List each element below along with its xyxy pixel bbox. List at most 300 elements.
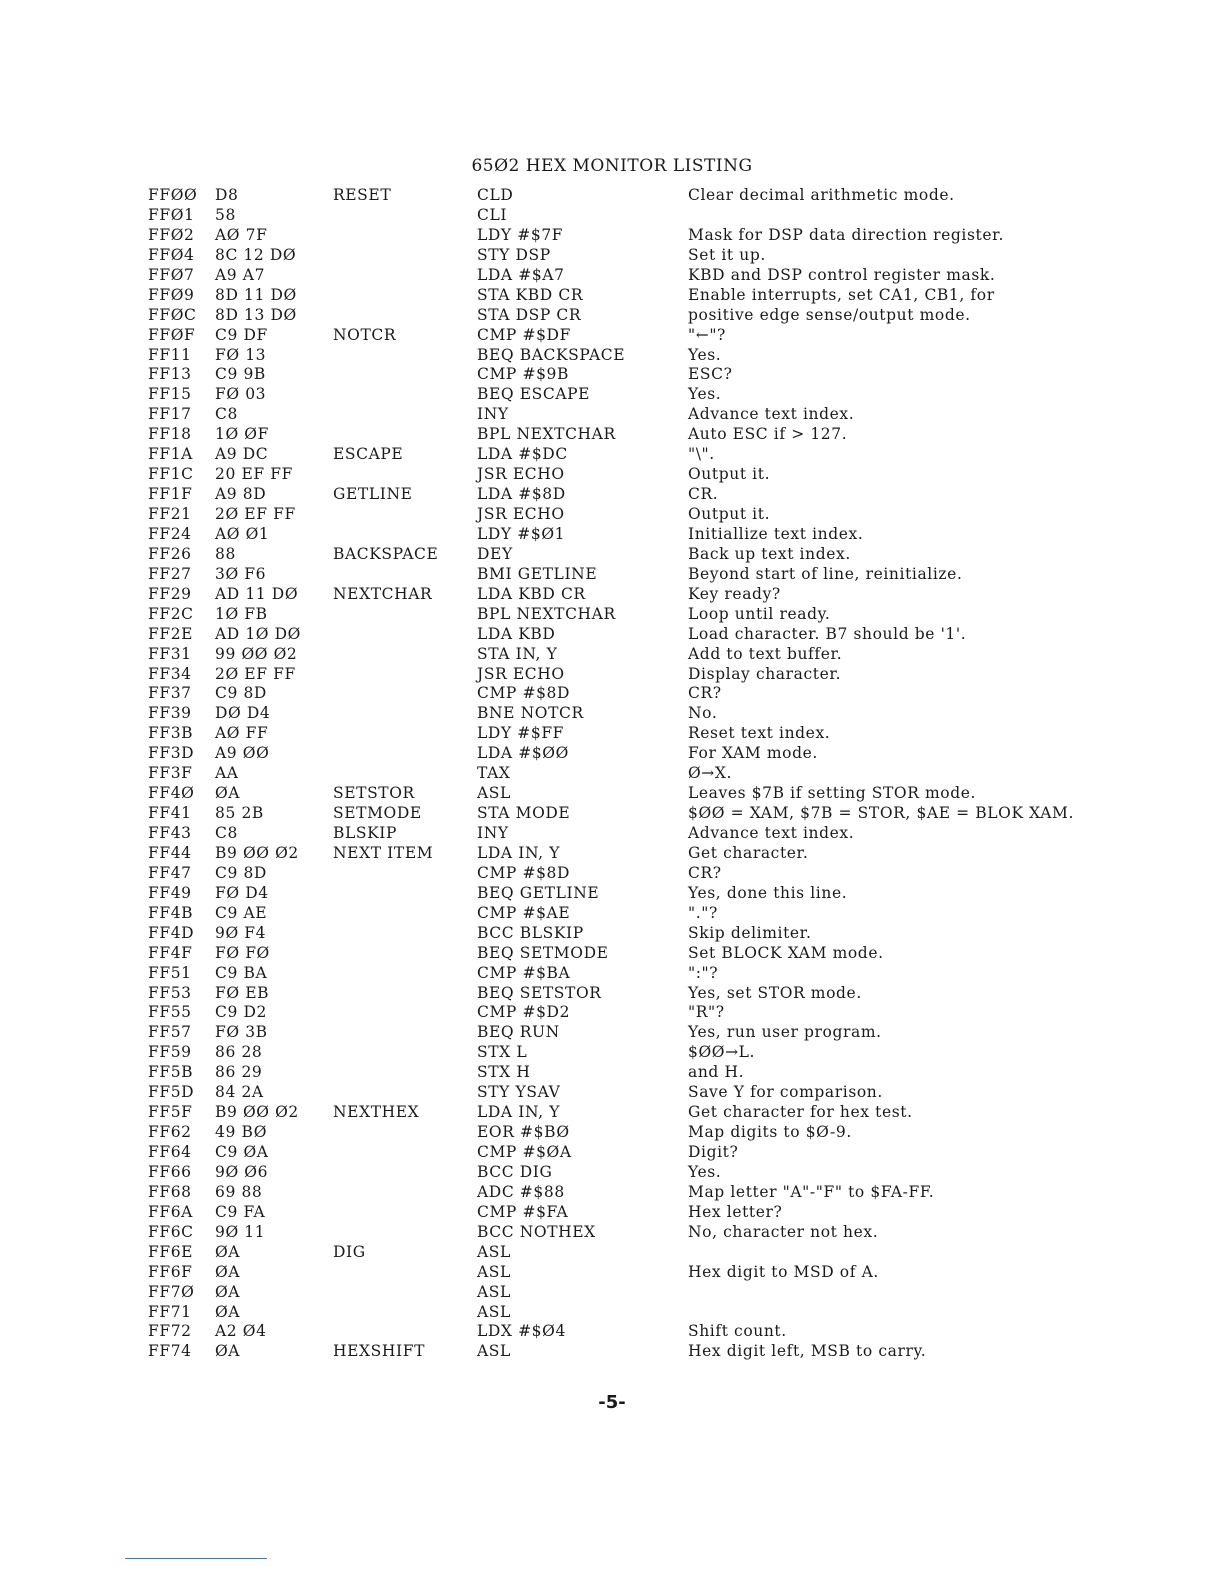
page-number: -5- bbox=[598, 1392, 626, 1413]
instruction-cell: STA IN, Y bbox=[477, 644, 558, 663]
listing-row bbox=[148, 1223, 1108, 1243]
comment-cell: Clear decimal arithmetic mode. bbox=[688, 186, 955, 204]
comment-cell: Yes, run user program. bbox=[688, 1023, 882, 1042]
comment-cell: KBD and DSP control register mask. bbox=[688, 265, 996, 284]
hex-bytes-cell: C9 9B bbox=[215, 365, 266, 384]
address-cell: FF3F bbox=[148, 764, 193, 783]
address-cell: FF34 bbox=[148, 664, 192, 683]
instruction-cell: ADC #$88 bbox=[477, 1182, 565, 1201]
listing-row bbox=[148, 884, 1108, 904]
listing-row bbox=[148, 306, 1108, 326]
comment-cell: $ØØ→L. bbox=[688, 1043, 756, 1062]
comment-cell: Auto ESC if > 127. bbox=[688, 425, 848, 444]
instruction-cell: JSR ECHO bbox=[477, 664, 565, 683]
label-cell: NOTCR bbox=[333, 325, 397, 344]
comment-cell: Loop until ready. bbox=[688, 604, 831, 623]
instruction-cell: LDA KBD CR bbox=[477, 584, 586, 603]
comment-cell: and H. bbox=[688, 1063, 745, 1082]
comment-cell: Hex digit to MSD of A. bbox=[688, 1262, 879, 1281]
hex-bytes-cell: 69 88 bbox=[215, 1182, 263, 1201]
label-cell: BLSKIP bbox=[333, 824, 398, 842]
instruction-cell: CLI bbox=[477, 205, 508, 224]
label-cell: HEXSHIFT bbox=[333, 1342, 426, 1361]
hex-bytes-cell: 9Ø 11 bbox=[215, 1222, 266, 1241]
instruction-cell: STX L bbox=[477, 1043, 528, 1062]
comment-cell: Initiallize text index. bbox=[688, 524, 864, 543]
listing-row bbox=[148, 1163, 1108, 1183]
comment-cell: Yes. bbox=[688, 1162, 722, 1181]
listing-row bbox=[148, 904, 1108, 924]
label-cell: ESCAPE bbox=[333, 445, 404, 464]
page-title: 65Ø2 HEX MONITOR LISTING bbox=[471, 156, 753, 176]
comment-cell: Mask for DSP data direction register. bbox=[688, 225, 1004, 244]
comment-cell: Ø→X. bbox=[688, 764, 733, 783]
hex-bytes-cell: 88 bbox=[215, 544, 236, 563]
hex-bytes-cell: C9 BA bbox=[215, 963, 268, 982]
instruction-cell: STY YSAV bbox=[477, 1083, 561, 1102]
instruction-cell: BPL NEXTCHAR bbox=[477, 425, 616, 444]
instruction-cell: ASL bbox=[477, 1242, 511, 1261]
hex-bytes-cell: FØ 03 bbox=[215, 385, 267, 404]
instruction-cell: CMP #$D2 bbox=[477, 1003, 571, 1022]
instruction-cell: BMI GETLINE bbox=[477, 564, 598, 583]
address-cell: FF49 bbox=[148, 883, 192, 902]
comment-cell: No, character not hex. bbox=[688, 1222, 879, 1241]
instruction-cell: STA DSP CR bbox=[477, 305, 582, 324]
address-cell: FF47 bbox=[148, 863, 192, 882]
hex-bytes-cell: 8D 11 DØ bbox=[215, 285, 297, 304]
listing-row bbox=[148, 1083, 1108, 1103]
address-cell: FF6F bbox=[148, 1262, 193, 1281]
listing-row bbox=[148, 764, 1108, 784]
comment-cell: Hex digit left, MSB to carry. bbox=[688, 1342, 927, 1361]
label-cell: NEXTHEX bbox=[333, 1103, 420, 1122]
listing-row bbox=[148, 485, 1108, 505]
address-cell: FF68 bbox=[148, 1182, 192, 1201]
instruction-cell: LDY #$7F bbox=[477, 225, 564, 244]
hex-bytes-cell: 1Ø FB bbox=[215, 604, 268, 623]
instruction-cell: STY DSP bbox=[477, 245, 551, 264]
address-cell: FF29 bbox=[148, 584, 192, 603]
hex-bytes-cell: 2Ø EF FF bbox=[215, 664, 296, 683]
address-cell: FF31 bbox=[148, 644, 192, 663]
listing-row bbox=[148, 545, 1108, 565]
hex-bytes-cell: 20 EF FF bbox=[215, 465, 293, 484]
instruction-cell: EOR #$BØ bbox=[477, 1123, 570, 1142]
address-cell: FF6E bbox=[148, 1242, 194, 1261]
comment-cell: Set it up. bbox=[688, 245, 766, 264]
instruction-cell: CMP #$ØA bbox=[477, 1143, 572, 1161]
hex-bytes-cell: C9 8D bbox=[215, 863, 267, 882]
comment-cell: Key ready? bbox=[688, 584, 781, 603]
instruction-cell: BNE NOTCR bbox=[477, 704, 584, 723]
comment-cell: Back up text index. bbox=[688, 544, 851, 563]
address-cell: FF43 bbox=[148, 824, 192, 842]
instruction-cell: JSR ECHO bbox=[477, 505, 565, 523]
comment-cell: Leaves $7B if setting STOR mode. bbox=[688, 784, 977, 803]
label-cell: GETLINE bbox=[333, 485, 413, 504]
comment-cell: Set BLOCK XAM mode. bbox=[688, 943, 884, 962]
comment-cell: "←"? bbox=[688, 325, 726, 344]
hex-bytes-cell: 3Ø F6 bbox=[215, 564, 267, 583]
comment-cell: Display character. bbox=[688, 664, 842, 683]
hex-monitor-listing bbox=[148, 186, 1108, 1362]
instruction-cell: LDA IN, Y bbox=[477, 1103, 561, 1122]
listing-row bbox=[148, 645, 1108, 665]
hex-bytes-cell: ØA bbox=[215, 1262, 241, 1281]
label-cell: DIG bbox=[333, 1242, 366, 1261]
address-cell: FF2E bbox=[148, 624, 194, 643]
hex-bytes-cell: AD 1Ø DØ bbox=[215, 624, 301, 643]
hex-bytes-cell: FØ 3B bbox=[215, 1023, 268, 1042]
comment-cell: "R"? bbox=[688, 1003, 725, 1022]
hex-bytes-cell: 8D 13 DØ bbox=[215, 305, 297, 324]
hex-bytes-cell: AD 11 DØ bbox=[215, 584, 299, 603]
instruction-cell: LDY #$Ø1 bbox=[477, 524, 566, 543]
comment-cell: ESC? bbox=[688, 365, 733, 384]
address-cell: FF27 bbox=[148, 564, 192, 583]
hex-bytes-cell: C8 bbox=[215, 824, 238, 842]
hex-bytes-cell: A9 A7 bbox=[215, 265, 266, 284]
address-cell: FF6A bbox=[148, 1202, 193, 1221]
address-cell: FFØ4 bbox=[148, 245, 195, 264]
instruction-cell: LDA #$8D bbox=[477, 485, 566, 504]
listing-row bbox=[148, 385, 1108, 405]
listing-row bbox=[148, 445, 1108, 465]
listing-row bbox=[148, 984, 1108, 1004]
comment-cell: Hex letter? bbox=[688, 1202, 783, 1221]
address-cell: FF37 bbox=[148, 684, 192, 703]
listing-row bbox=[148, 1103, 1108, 1123]
address-cell: FF11 bbox=[148, 345, 192, 364]
comment-cell: Enable interrupts, set CA1, CB1, for bbox=[688, 285, 995, 304]
listing-row bbox=[148, 1243, 1108, 1263]
listing-row bbox=[148, 924, 1108, 944]
hex-bytes-cell: DØ D4 bbox=[215, 704, 271, 723]
comment-cell: For XAM mode. bbox=[688, 744, 818, 763]
address-cell: FF55 bbox=[148, 1003, 192, 1022]
listing-row bbox=[148, 1283, 1108, 1303]
listing-row bbox=[148, 226, 1108, 246]
comment-cell: Get character. bbox=[688, 843, 809, 862]
instruction-cell: BEQ RUN bbox=[477, 1023, 560, 1042]
listing-row bbox=[148, 704, 1108, 724]
listing-row bbox=[148, 804, 1108, 824]
comment-cell: "."? bbox=[688, 903, 718, 922]
hex-bytes-cell: 58 bbox=[215, 205, 236, 224]
hex-bytes-cell: C9 ØA bbox=[215, 1143, 269, 1161]
listing-row bbox=[148, 206, 1108, 226]
instruction-cell: STX H bbox=[477, 1063, 531, 1082]
comment-cell: Output it. bbox=[688, 505, 771, 523]
address-cell: FF4D bbox=[148, 923, 195, 942]
hex-bytes-cell: FØ 13 bbox=[215, 345, 267, 364]
listing-row bbox=[148, 326, 1108, 346]
hex-bytes-cell: 9Ø F4 bbox=[215, 923, 267, 942]
listing-row bbox=[148, 1003, 1108, 1023]
listing-row bbox=[148, 724, 1108, 744]
listing-row bbox=[148, 1203, 1108, 1223]
comment-cell: Shift count. bbox=[688, 1322, 787, 1341]
listing-row bbox=[148, 365, 1108, 385]
address-cell: FF15 bbox=[148, 385, 192, 404]
instruction-cell: BPL NEXTCHAR bbox=[477, 604, 616, 623]
comment-cell: Beyond start of line, reinitialize. bbox=[688, 564, 963, 583]
comment-cell: Add to text buffer. bbox=[688, 644, 843, 663]
address-cell: FF4B bbox=[148, 903, 194, 922]
instruction-cell: INY bbox=[477, 824, 509, 842]
address-cell: FF66 bbox=[148, 1162, 192, 1181]
address-cell: FF57 bbox=[148, 1023, 192, 1042]
listing-row bbox=[148, 286, 1108, 306]
address-cell: FF18 bbox=[148, 425, 192, 444]
hex-bytes-cell: ØA bbox=[215, 784, 241, 803]
listing-row bbox=[148, 864, 1108, 884]
listing-row bbox=[148, 425, 1108, 445]
hex-bytes-cell: AØ Ø1 bbox=[215, 524, 270, 543]
address-cell: FFØ7 bbox=[148, 265, 195, 284]
listing-row bbox=[148, 944, 1108, 964]
listing-row bbox=[148, 1303, 1108, 1323]
comment-cell: Map letter "A"-"F" to $FA-FF. bbox=[688, 1182, 935, 1201]
label-cell: SETSTOR bbox=[333, 784, 415, 803]
comment-cell: No. bbox=[688, 704, 718, 723]
instruction-cell: LDA IN, Y bbox=[477, 843, 561, 862]
address-cell: FF26 bbox=[148, 544, 192, 563]
hex-bytes-cell: AØ FF bbox=[215, 724, 269, 743]
hex-bytes-cell: B9 ØØ Ø2 bbox=[215, 1103, 299, 1122]
hex-bytes-cell: 85 2B bbox=[215, 804, 264, 823]
listing-row bbox=[148, 1043, 1108, 1063]
listing-row bbox=[148, 346, 1108, 366]
comment-cell: Get character for hex test. bbox=[688, 1103, 913, 1122]
label-cell: SETMODE bbox=[333, 804, 422, 823]
address-cell: FF1C bbox=[148, 465, 194, 484]
instruction-cell: LDX #$Ø4 bbox=[477, 1322, 566, 1341]
address-cell: FF5B bbox=[148, 1063, 194, 1082]
instruction-cell: LDY #$FF bbox=[477, 724, 565, 743]
address-cell: FF3B bbox=[148, 724, 194, 743]
instruction-cell: DEY bbox=[477, 544, 513, 563]
instruction-cell: CMP #$9B bbox=[477, 365, 569, 384]
hex-bytes-cell: A9 ØØ bbox=[215, 744, 270, 763]
listing-row bbox=[148, 1123, 1108, 1143]
address-cell: FF3D bbox=[148, 744, 195, 763]
comment-cell: Yes. bbox=[688, 385, 722, 404]
comment-cell: Advance text index. bbox=[688, 405, 855, 424]
hex-bytes-cell: C9 8D bbox=[215, 684, 267, 703]
address-cell: FF44 bbox=[148, 843, 192, 862]
comment-cell: Advance text index. bbox=[688, 824, 855, 842]
hex-bytes-cell: A2 Ø4 bbox=[215, 1322, 267, 1341]
address-cell: FF2C bbox=[148, 604, 194, 623]
comment-cell: Yes. bbox=[688, 345, 722, 364]
hex-bytes-cell: 99 ØØ Ø2 bbox=[215, 644, 298, 663]
hex-bytes-cell: C9 D2 bbox=[215, 1003, 267, 1022]
instruction-cell: CMP #$BA bbox=[477, 963, 571, 982]
hex-bytes-cell: 2Ø EF FF bbox=[215, 505, 296, 523]
listing-row bbox=[148, 246, 1108, 266]
instruction-cell: ASL bbox=[477, 1262, 511, 1281]
address-cell: FF5F bbox=[148, 1103, 193, 1122]
listing-row bbox=[148, 186, 1108, 206]
hex-bytes-cell: 86 28 bbox=[215, 1043, 263, 1062]
instruction-cell: BEQ GETLINE bbox=[477, 883, 600, 902]
comment-cell: "\". bbox=[688, 445, 715, 464]
hex-bytes-cell: 9Ø Ø6 bbox=[215, 1162, 269, 1181]
instruction-cell: CMP #$8D bbox=[477, 684, 571, 703]
instruction-cell: CMP #$AE bbox=[477, 903, 571, 922]
instruction-cell: ASL bbox=[477, 1342, 511, 1361]
address-cell: FF53 bbox=[148, 983, 192, 1002]
hex-bytes-cell: FØ D4 bbox=[215, 883, 269, 902]
listing-row bbox=[148, 405, 1108, 425]
address-cell: FF64 bbox=[148, 1143, 192, 1161]
listing-row bbox=[148, 1143, 1108, 1163]
instruction-cell: STA MODE bbox=[477, 804, 571, 823]
comment-cell: Load character. B7 should be '1'. bbox=[688, 624, 967, 643]
hex-bytes-cell: 8C 12 DØ bbox=[215, 245, 297, 264]
hex-bytes-cell: AØ 7F bbox=[215, 225, 268, 244]
comment-cell: Yes, done this line. bbox=[688, 883, 848, 902]
hex-bytes-cell: C8 bbox=[215, 405, 238, 424]
address-cell: FF71 bbox=[148, 1302, 192, 1321]
instruction-cell: LDA KBD bbox=[477, 624, 556, 643]
address-cell: FF59 bbox=[148, 1043, 192, 1062]
address-cell: FF62 bbox=[148, 1123, 192, 1142]
listing-row bbox=[148, 684, 1108, 704]
address-cell: FF1F bbox=[148, 485, 193, 504]
instruction-cell: LDA #$ØØ bbox=[477, 744, 569, 763]
listing-row bbox=[148, 1063, 1108, 1083]
instruction-cell: CMP #$8D bbox=[477, 863, 571, 882]
comment-cell: CR? bbox=[688, 684, 722, 703]
instruction-cell: JSR ECHO bbox=[477, 465, 565, 484]
listing-row bbox=[148, 1263, 1108, 1283]
label-cell: BACKSPACE bbox=[333, 544, 439, 563]
comment-cell: Map digits to $Ø-9. bbox=[688, 1123, 852, 1142]
instruction-cell: TAX bbox=[477, 764, 511, 783]
address-cell: FF7Ø bbox=[148, 1282, 195, 1301]
hex-bytes-cell: AA bbox=[215, 764, 239, 783]
comment-cell: $ØØ = XAM, $7B = STOR, $AE = BLOK XAM. bbox=[688, 804, 1075, 823]
hex-bytes-cell: A9 8D bbox=[215, 485, 267, 504]
hex-bytes-cell: ØA bbox=[215, 1302, 241, 1321]
instruction-cell: LDA #$DC bbox=[477, 445, 568, 464]
hex-bytes-cell: ØA bbox=[215, 1242, 241, 1261]
listing-row bbox=[148, 625, 1108, 645]
instruction-cell: INY bbox=[477, 405, 509, 424]
hex-bytes-cell: FØ FØ bbox=[215, 943, 270, 962]
hex-bytes-cell: ØA bbox=[215, 1342, 241, 1361]
address-cell: FF39 bbox=[148, 704, 192, 723]
hex-bytes-cell: 86 29 bbox=[215, 1063, 263, 1082]
address-cell: FFØF bbox=[148, 325, 196, 344]
address-cell: FFØØ bbox=[148, 186, 198, 204]
comment-cell: Output it. bbox=[688, 465, 771, 484]
address-cell: FFØ9 bbox=[148, 285, 195, 304]
comment-cell: ":"? bbox=[688, 963, 719, 982]
comment-cell: positive edge sense/output mode. bbox=[688, 305, 971, 324]
instruction-cell: BEQ ESCAPE bbox=[477, 385, 591, 404]
listing-row bbox=[148, 565, 1108, 585]
listing-row bbox=[148, 1342, 1108, 1362]
hex-bytes-cell: C9 FA bbox=[215, 1202, 266, 1221]
instruction-cell: ASL bbox=[477, 1282, 511, 1301]
hex-bytes-cell: C9 DF bbox=[215, 325, 268, 344]
address-cell: FF1A bbox=[148, 445, 193, 464]
hex-bytes-cell: FØ EB bbox=[215, 983, 270, 1002]
listing-row bbox=[148, 605, 1108, 625]
footnote-rule bbox=[125, 1558, 267, 1559]
comment-cell: CR. bbox=[688, 485, 719, 504]
address-cell: FFØC bbox=[148, 305, 197, 324]
comment-cell: CR? bbox=[688, 863, 722, 882]
label-cell: RESET bbox=[333, 186, 392, 204]
instruction-cell: BCC BLSKIP bbox=[477, 923, 584, 942]
address-cell: FF21 bbox=[148, 505, 192, 523]
listing-row bbox=[148, 585, 1108, 605]
address-cell: FFØ1 bbox=[148, 205, 195, 224]
address-cell: FFØ2 bbox=[148, 225, 195, 244]
listing-row bbox=[148, 1023, 1108, 1043]
address-cell: FF41 bbox=[148, 804, 192, 823]
hex-bytes-cell: A9 DC bbox=[215, 445, 269, 464]
listing-row bbox=[148, 665, 1108, 685]
address-cell: FF13 bbox=[148, 365, 192, 384]
listing-row bbox=[148, 824, 1108, 844]
comment-cell: Save Y for comparison. bbox=[688, 1083, 883, 1102]
address-cell: FF72 bbox=[148, 1322, 192, 1341]
address-cell: FF24 bbox=[148, 524, 192, 543]
hex-bytes-cell: 49 BØ bbox=[215, 1123, 268, 1142]
listing-row bbox=[148, 964, 1108, 984]
listing-row bbox=[148, 266, 1108, 286]
listing-row bbox=[148, 784, 1108, 804]
address-cell: FF4F bbox=[148, 943, 193, 962]
instruction-cell: CMP #$FA bbox=[477, 1202, 569, 1221]
instruction-cell: CMP #$DF bbox=[477, 325, 571, 344]
listing-row bbox=[148, 1322, 1108, 1342]
hex-bytes-cell: ØA bbox=[215, 1282, 241, 1301]
listing-row bbox=[148, 465, 1108, 485]
address-cell: FF6C bbox=[148, 1222, 194, 1241]
address-cell: FF74 bbox=[148, 1342, 192, 1361]
instruction-cell: LDA #$A7 bbox=[477, 265, 565, 284]
comment-cell: Yes, set STOR mode. bbox=[688, 983, 862, 1002]
address-cell: FF4Ø bbox=[148, 784, 195, 803]
instruction-cell: ASL bbox=[477, 784, 511, 803]
listing-row bbox=[148, 844, 1108, 864]
listing-row bbox=[148, 505, 1108, 525]
hex-bytes-cell: 1Ø ØF bbox=[215, 425, 269, 444]
listing-row bbox=[148, 744, 1108, 764]
instruction-cell: BEQ SETMODE bbox=[477, 943, 609, 962]
address-cell: FF17 bbox=[148, 405, 192, 424]
listing-row bbox=[148, 525, 1108, 545]
address-cell: FF51 bbox=[148, 963, 192, 982]
address-cell: FF5D bbox=[148, 1083, 195, 1102]
comment-cell: Digit? bbox=[688, 1143, 739, 1161]
label-cell: NEXTCHAR bbox=[333, 584, 433, 603]
comment-cell: Skip delimiter. bbox=[688, 923, 812, 942]
comment-cell: Reset text index. bbox=[688, 724, 831, 743]
hex-bytes-cell: C9 AE bbox=[215, 903, 268, 922]
hex-bytes-cell: D8 bbox=[215, 186, 239, 204]
instruction-cell: BCC DIG bbox=[477, 1162, 553, 1181]
hex-bytes-cell: 84 2A bbox=[215, 1083, 264, 1102]
instruction-cell: BCC NOTHEX bbox=[477, 1222, 596, 1241]
